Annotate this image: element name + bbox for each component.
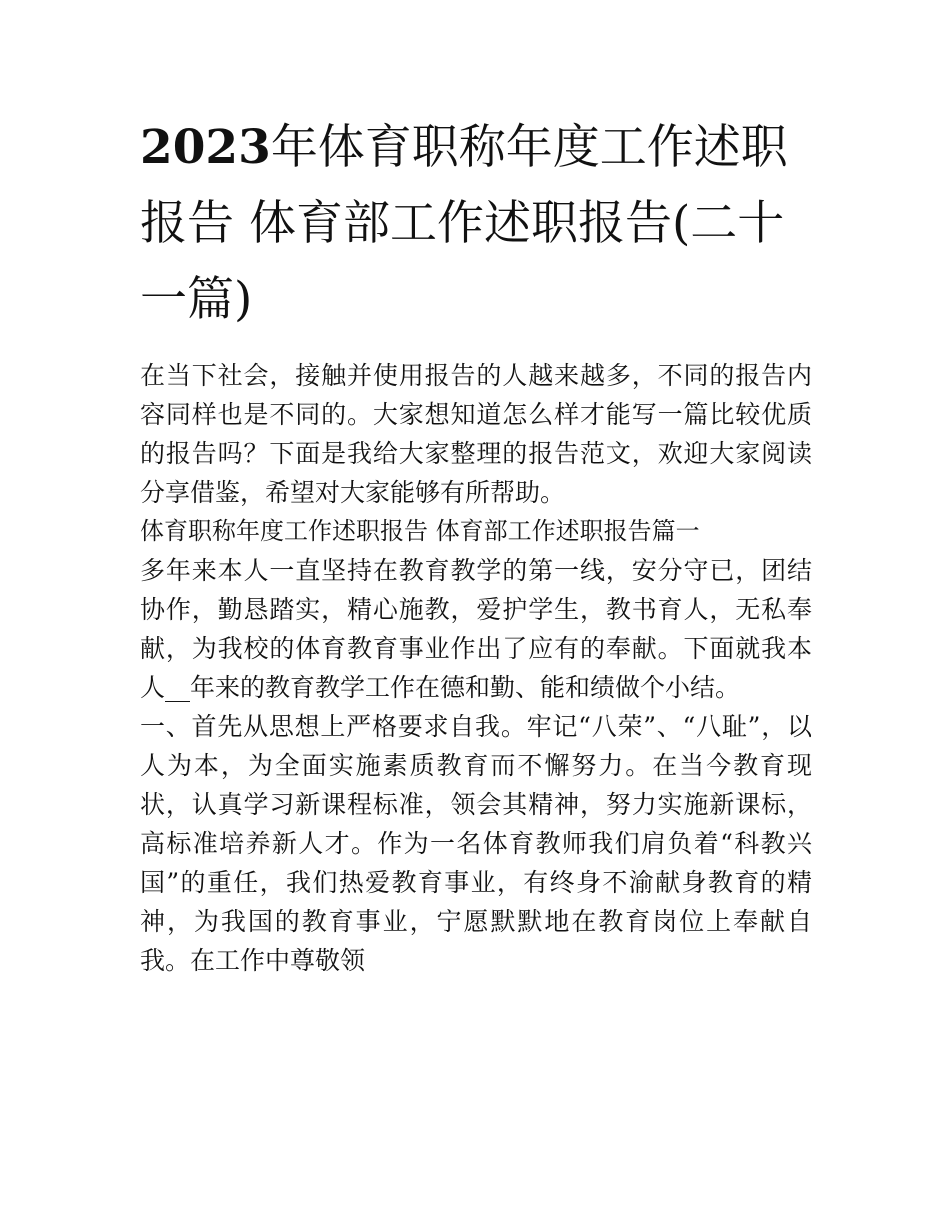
- document-page: [140, 110, 812, 980]
- title-year: 2023: [140, 120, 271, 175]
- section-heading: 体育职称年度工作述职报告 体育部工作述职报告篇一: [140, 517, 700, 545]
- document-title: [140, 110, 812, 338]
- intro-paragraph: 在当下社会，接触并使用报告的人越来越多，不同的报告内容同样也是不同的。大家想知道怎么样才能写一篇比较优质的报告吗？下面是我给大家整理的报告范文，欢迎大家阅读分享借鉴，希望对大家能够有所帮助。: [140, 361, 812, 507]
- title-text: 年体育职称年度工作述职报告 体育部工作述职报告(二十一篇): [140, 120, 788, 327]
- body-paragraph: 多年来本人一直坚持在教育教学的第一线，安分守已，团结协作，勤恳踏实，精心施教，爱护学生，教书育人，无私奉献，为我校的体育教育事业作出了应有的奉献。下面就我本人__年来的教育教学工作在德和勤、能和绩做个小结。: [140, 556, 812, 702]
- document-body: [140, 356, 812, 980]
- body-paragraph: 一、首先从思想上严格要求自我。牢记“八荣”、“八耻”，以人为本，为全面实施素质教育而不懈努力。在当今教育现状，认真学习新课程标准，领会其精神，努力实施新课标，高标准培养新人才。作为一名体育教师我们肩负着“科教兴国”的重任，我们热爱教育事业，有终身不渝献身教育的精神，为我国的教育事业，宁愿默默地在教育岗位上奉献自我。在工作中尊敬领: [140, 712, 812, 975]
